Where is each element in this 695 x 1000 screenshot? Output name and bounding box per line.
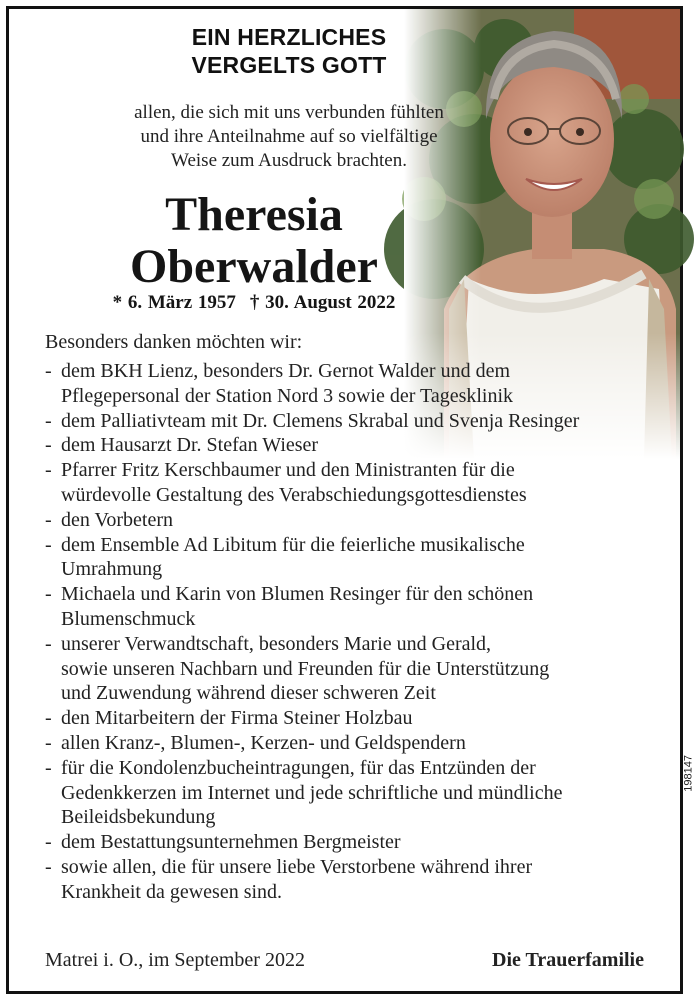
intro-line-3: Weise zum Ausdruck brachten. [171,150,407,171]
birth-date: * 6. März 1957 [112,292,236,313]
intro-line-2: und ihre Anteilnahme auf so vielfältige [140,126,438,147]
thanks-item-line: sowie unseren Nachbarn und Freunden für die Unterstützung [61,657,550,680]
deceased-name [9,189,499,293]
signature: Die Trauerfamilie [492,949,644,971]
thanks-item-line: Krankheit da gewesen sind. [61,880,283,903]
thanks-item [45,582,665,632]
thanks-item-line: - dem Bestattungsunternehmen Bergmeister [61,831,401,854]
thanks-list [45,359,665,905]
intro-line-1: allen, die sich mit uns verbunden fühlten [134,102,444,123]
thanks-item [45,830,665,855]
thanks-item [45,533,665,583]
footer [45,949,644,972]
thanks-item [45,706,665,731]
thanks-item-line: Beileidsbekundung [61,806,216,829]
thanks-item-line: Pflegepersonal der Station Nord 3 sowie der Tagesklinik [61,384,514,407]
thanks-item-line: Umrahmung [61,558,163,581]
thanks-item-line: - den Vorbetern [61,508,174,531]
thanks-item-line: - dem Palliativteam mit Dr. Clemens Skrabal und Svenja Resinger [61,409,580,432]
heading-line-1: EIN HERZLICHES [191,24,387,50]
obituary-notice [6,6,683,994]
life-dates [9,292,499,314]
place-date: Matrei i. O., im September 2022 [45,949,305,971]
heading [9,23,569,79]
thanks-item-line: Gedenkkerzen im Internet und jede schriftliche und mündliche [61,781,563,804]
thanks-item [45,409,665,434]
thanks-item-line: - dem Ensemble Ad Libitum für die feierliche musikalische [61,533,525,556]
thanks-item [45,359,665,409]
thanks-item-line: - dem Hausarzt Dr. Stefan Wieser [61,434,319,457]
thanks-item-line: würdevolle Gestaltung des Verabschiedungsgottesdienstes [61,483,527,506]
first-name: Theresia [165,188,343,241]
thanks-item [45,731,665,756]
thanks-item-line: - Michaela und Karin von Blumen Resinger für den schönen [61,583,534,606]
thanks-item [45,458,665,508]
thanks-item-line: - für die Kondolenzbucheintragungen, für das Entzünden der [61,756,536,779]
thanks-item [45,756,665,830]
thanks-item-line: - unserer Verwandtschaft, besonders Marie und Gerald, [61,632,492,655]
thanks-item-line: - Pfarrer Fritz Kerschbaumer und den Ministranten für die [61,459,515,482]
thanks-item-line: - sowie allen, die für unsere liebe Verstorbene während ihrer [61,855,533,878]
thanks-item [45,508,665,533]
thanks-intro: Besonders danken möchten wir: [45,331,303,353]
thanks-item-line: und Zuwendung während dieser schweren Zeit [61,682,436,705]
thanks-item-line: - dem BKH Lienz, besonders Dr. Gernot Walder und dem [61,360,511,382]
thanks-item-line: Blumenschmuck [61,607,196,630]
heading-line-2: VERGELTS GOTT [191,52,387,78]
intro-text [9,101,569,173]
death-date: † 30. August 2022 [249,292,396,313]
thanks-item [45,632,665,706]
thanks-item-line: - den Mitarbeitern der Firma Steiner Holzbau [61,707,413,730]
last-name: Oberwalder [130,240,378,293]
thanks-item [45,855,665,905]
thanks-item [45,433,665,458]
ad-code: 198147 [683,755,695,792]
thanks-item-line: - allen Kranz-, Blumen-, Kerzen- und Geldspendern [61,731,466,754]
